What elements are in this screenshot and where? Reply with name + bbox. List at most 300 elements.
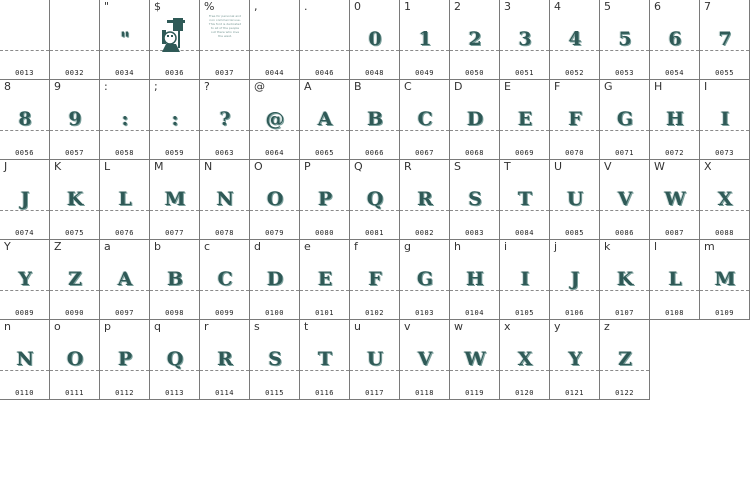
glyph-code: 0048: [365, 69, 384, 77]
glyph-cell: [200, 80, 250, 160]
baseline-guide: [600, 210, 649, 211]
glyph-cell: [0, 160, 50, 240]
baseline-guide: [600, 50, 649, 51]
glyph-key-char: @: [254, 80, 265, 93]
glyph-sample: S: [468, 188, 481, 210]
glyph-key-char: r: [204, 320, 209, 333]
glyph-sample: S: [268, 348, 281, 370]
glyph-key-char: 4: [554, 0, 561, 13]
glyph-code: 0036: [165, 69, 184, 77]
glyph-key-char: Q: [354, 160, 363, 173]
glyph-key-char: L: [104, 160, 111, 173]
glyph-code: 0098: [165, 309, 184, 317]
glyph-code: 0107: [615, 309, 634, 317]
glyph-code: 0013: [15, 69, 34, 77]
glyph-key-char: E: [504, 80, 511, 93]
glyph-sample: X: [717, 188, 732, 210]
glyph-key-char: 8: [4, 80, 11, 93]
glyph-cell: [400, 160, 450, 240]
glyph-key-char: $: [154, 0, 161, 13]
glyph-code: 0034: [115, 69, 134, 77]
baseline-guide: [500, 210, 549, 211]
glyph-sample: I: [720, 108, 729, 130]
glyph-key-char: z: [604, 320, 610, 333]
glyph-key-char: x: [504, 320, 511, 333]
baseline-guide: [450, 50, 499, 51]
glyph-code: 0110: [15, 389, 34, 397]
glyph-sample: Z: [68, 268, 81, 290]
glyph-code: 0069: [515, 149, 534, 157]
glyph-code: 0058: [115, 149, 134, 157]
glyph-cell: [50, 80, 100, 160]
baseline-guide: [250, 130, 299, 131]
baseline-guide: [350, 210, 399, 211]
glyph-sample: F: [568, 108, 581, 130]
glyph-cell: [450, 160, 500, 240]
baseline-guide: [300, 210, 349, 211]
glyph-sample: 5: [618, 28, 631, 50]
glyph-cell: [450, 80, 500, 160]
glyph-cell: [600, 80, 650, 160]
glyph-code: 0064: [265, 149, 284, 157]
glyph-sample: 8: [18, 108, 31, 130]
glyph-sample: R: [217, 348, 232, 370]
glyph-code: 0070: [565, 149, 584, 157]
glyph-sample: H: [466, 268, 483, 290]
glyph-code: 0076: [115, 229, 134, 237]
glyph-cell: [500, 80, 550, 160]
glyph-key-char: e: [304, 240, 311, 253]
glyph-code: 0118: [415, 389, 434, 397]
baseline-guide: [650, 210, 699, 211]
cowboy-portrait-icon: [158, 18, 192, 52]
glyph-cell: [0, 320, 50, 400]
glyph-sample: O: [266, 188, 283, 210]
baseline-guide: [500, 130, 549, 131]
glyph-sample: N: [216, 188, 233, 210]
glyph-code: 0052: [565, 69, 584, 77]
baseline-guide: [150, 130, 199, 131]
glyph-code: 0103: [415, 309, 434, 317]
glyph-sample: Y: [18, 268, 31, 290]
glyph-sample: Y: [568, 348, 581, 370]
glyph-code: 0113: [165, 389, 184, 397]
glyph-key-char: k: [604, 240, 611, 253]
baseline-guide: [650, 290, 699, 291]
glyph-key-char: %: [204, 0, 215, 13]
glyph-key-char: h: [454, 240, 461, 253]
glyph-key-char: S: [454, 160, 461, 173]
glyph-code: 0097: [115, 309, 134, 317]
glyph-key-char: W: [654, 160, 665, 173]
glyph-key-char: s: [254, 320, 260, 333]
glyph-sample: 1: [418, 28, 431, 50]
glyph-sample: A: [117, 268, 132, 290]
glyph-cell: [50, 0, 100, 80]
glyph-code: 0109: [715, 309, 734, 317]
baseline-guide: [50, 50, 99, 51]
glyph-sample: 0: [368, 28, 381, 50]
baseline-guide: [100, 50, 149, 51]
glyph-code: 0106: [565, 309, 584, 317]
glyph-key-char: 5: [604, 0, 611, 13]
glyph-code: 0115: [265, 389, 284, 397]
glyph-sample: 4: [568, 28, 581, 50]
glyph-key-char: u: [354, 320, 361, 333]
glyph-code: 0065: [315, 149, 334, 157]
glyph-key-char: Z: [54, 240, 62, 253]
glyph-cell: [200, 240, 250, 320]
glyph-cell: [50, 240, 100, 320]
glyph-cell: [250, 160, 300, 240]
glyph-code: 0087: [665, 229, 684, 237]
glyph-key-char: l: [654, 240, 658, 253]
glyph-cell: [550, 160, 600, 240]
glyph-cell: [150, 240, 200, 320]
glyph-key-char: :: [104, 80, 108, 93]
glyph-cell: [100, 0, 150, 80]
baseline-guide: [200, 210, 249, 211]
glyph-sample: T: [317, 348, 332, 370]
glyph-code: 0054: [665, 69, 684, 77]
baseline-guide: [300, 290, 349, 291]
glyph-code: 0114: [215, 389, 234, 397]
glyph-code: 0108: [665, 309, 684, 317]
glyph-cell: [550, 80, 600, 160]
glyph-key-char: j: [554, 240, 558, 253]
baseline-guide: [200, 290, 249, 291]
glyph-code: 0063: [215, 149, 234, 157]
glyph-sample: H: [666, 108, 683, 130]
glyph-sample: K: [66, 188, 83, 210]
glyph-key-char: V: [604, 160, 612, 173]
glyph-sample: E: [517, 108, 532, 130]
glyph-key-char: 9: [54, 80, 61, 93]
glyph-key-char: H: [654, 80, 663, 93]
baseline-guide: [600, 370, 649, 371]
glyph-sample: O: [66, 348, 83, 370]
glyph-key-char: A: [304, 80, 312, 93]
baseline-guide: [250, 370, 299, 371]
baseline-guide: [0, 210, 49, 211]
baseline-guide: [450, 290, 499, 291]
baseline-guide: [450, 130, 499, 131]
glyph-key-char: O: [254, 160, 263, 173]
glyph-cell: [550, 320, 600, 400]
glyph-code: 0066: [365, 149, 384, 157]
glyph-sample: B: [166, 268, 183, 290]
glyph-code: 0078: [215, 229, 234, 237]
glyph-sample: C: [217, 268, 232, 290]
glyph-code: 0105: [515, 309, 534, 317]
glyph-sample: M: [714, 268, 735, 290]
glyph-code: 0085: [565, 229, 584, 237]
glyph-code: 0072: [665, 149, 684, 157]
glyph-code: 0104: [465, 309, 484, 317]
baseline-guide: [50, 210, 99, 211]
glyph-cell: [300, 320, 350, 400]
glyph-sample: :: [121, 108, 128, 130]
baseline-guide: [200, 370, 249, 371]
baseline-guide: [250, 50, 299, 51]
glyph-sample: G: [616, 108, 633, 130]
baseline-guide: [450, 210, 499, 211]
glyph-sample: L: [118, 188, 131, 210]
glyph-code: 0081: [365, 229, 384, 237]
glyph-cell: [150, 80, 200, 160]
glyph-code: 0073: [715, 149, 734, 157]
baseline-guide: [300, 130, 349, 131]
baseline-guide: [300, 370, 349, 371]
baseline-guide: [550, 50, 599, 51]
glyph-code: 0121: [565, 389, 584, 397]
glyph-key-char: F: [554, 80, 561, 93]
glyph-key-char: c: [204, 240, 211, 253]
glyph-cell: [600, 160, 650, 240]
glyph-sample: ": [120, 28, 129, 50]
font-notice-text: Free for personal and non commercial use. This font is dedicated to all of the people out there who love the west.: [208, 14, 242, 38]
glyph-sample: 6: [668, 28, 681, 50]
glyph-sample: K: [616, 268, 633, 290]
baseline-guide: [500, 50, 549, 51]
glyph-cell: [600, 320, 650, 400]
glyph-code: 0056: [15, 149, 34, 157]
glyph-sample: ?: [219, 108, 230, 130]
glyph-sample: 3: [518, 28, 531, 50]
glyph-sample: I: [520, 268, 529, 290]
glyph-code: 0084: [515, 229, 534, 237]
glyph-code: 0083: [465, 229, 484, 237]
baseline-guide: [0, 130, 49, 131]
glyph-sample: 7: [718, 28, 731, 50]
glyph-sample: J: [20, 188, 29, 210]
glyph-cell: [350, 0, 400, 80]
baseline-guide: [350, 130, 399, 131]
glyph-cell: [100, 320, 150, 400]
glyph-sample: Q: [166, 348, 183, 370]
glyph-cell: [700, 80, 750, 160]
baseline-guide: [350, 50, 399, 51]
glyph-key-char: 0: [354, 0, 361, 13]
glyph-key-char: o: [54, 320, 61, 333]
glyph-key-char: ?: [204, 80, 210, 93]
glyph-key-char: M: [154, 160, 164, 173]
glyph-code: 0101: [315, 309, 334, 317]
baseline-guide: [200, 130, 249, 131]
glyph-sample: W: [664, 188, 685, 210]
baseline-guide: [400, 370, 449, 371]
baseline-guide: [400, 210, 449, 211]
glyph-cell: [500, 160, 550, 240]
glyph-cell: [0, 80, 50, 160]
glyph-key-char: K: [54, 160, 62, 173]
baseline-guide: [50, 290, 99, 291]
glyph-cell: [650, 0, 700, 80]
glyph-key-char: J: [4, 160, 8, 173]
glyph-sample: U: [366, 348, 383, 370]
glyph-cell: [700, 160, 750, 240]
glyph-sample: E: [317, 268, 332, 290]
glyph-cell: [650, 80, 700, 160]
baseline-guide: [700, 290, 749, 291]
glyph-key-char: ": [104, 0, 110, 13]
glyph-code: 0075: [65, 229, 84, 237]
baseline-guide: [650, 50, 699, 51]
glyph-key-char: d: [254, 240, 261, 253]
glyph-key-char: p: [104, 320, 111, 333]
glyph-code: 0077: [165, 229, 184, 237]
glyph-code: 0122: [615, 389, 634, 397]
glyph-cell: [200, 320, 250, 400]
glyph-code: 0057: [65, 149, 84, 157]
glyph-code: 0044: [265, 69, 284, 77]
baseline-guide: [550, 130, 599, 131]
baseline-guide: [250, 210, 299, 211]
glyph-cell: [100, 240, 150, 320]
glyph-cell: [600, 0, 650, 80]
glyph-code: 0099: [215, 309, 234, 317]
baseline-guide: [200, 50, 249, 51]
baseline-guide: [150, 210, 199, 211]
glyph-sample: U: [566, 188, 583, 210]
glyph-key-char: 2: [454, 0, 461, 13]
glyph-cell: [0, 0, 50, 80]
glyph-code: 0086: [615, 229, 634, 237]
glyph-key-char: P: [304, 160, 311, 173]
glyph-cell: [500, 240, 550, 320]
glyph-cell: [650, 240, 700, 320]
glyph-sample: L: [668, 268, 681, 290]
glyph-cell: [300, 80, 350, 160]
glyph-sample: N: [16, 348, 33, 370]
glyph-code: 0082: [415, 229, 434, 237]
baseline-guide: [650, 130, 699, 131]
glyph-cell: [550, 240, 600, 320]
baseline-guide: [100, 370, 149, 371]
glyph-cell: [650, 160, 700, 240]
glyph-key-char: a: [104, 240, 111, 253]
baseline-guide: [700, 50, 749, 51]
glyph-cell: [450, 320, 500, 400]
glyph-code: 0111: [65, 389, 84, 397]
glyph-cell: [400, 0, 450, 80]
glyph-sample: V: [617, 188, 632, 210]
glyph-cell: [500, 320, 550, 400]
glyph-code: 0071: [615, 149, 634, 157]
glyph-cell: [350, 160, 400, 240]
glyph-code: 0079: [265, 229, 284, 237]
glyph-key-char: b: [154, 240, 161, 253]
glyph-cell: [250, 0, 300, 80]
baseline-guide: [50, 130, 99, 131]
glyph-code: 0053: [615, 69, 634, 77]
baseline-guide: [150, 290, 199, 291]
glyph-cell: [500, 0, 550, 80]
baseline-guide: [350, 290, 399, 291]
glyph-code: 0037: [215, 69, 234, 77]
glyph-cell: [250, 240, 300, 320]
glyph-key-char: T: [504, 160, 511, 173]
baseline-guide: [550, 290, 599, 291]
glyph-code: 0051: [515, 69, 534, 77]
glyph-sample: P: [317, 188, 332, 210]
glyph-key-char: w: [454, 320, 463, 333]
glyph-sample: B: [366, 108, 383, 130]
glyph-code: 0068: [465, 149, 484, 157]
glyph-cell: [700, 240, 750, 320]
baseline-guide: [300, 50, 349, 51]
glyph-code: 0112: [115, 389, 134, 397]
baseline-guide: [600, 130, 649, 131]
glyph-sample: 9: [68, 108, 81, 130]
glyph-code: 0050: [465, 69, 484, 77]
glyph-sample: Z: [618, 348, 631, 370]
baseline-guide: [550, 210, 599, 211]
glyph-key-char: U: [554, 160, 563, 173]
glyph-key-char: t: [304, 320, 309, 333]
baseline-guide: [250, 290, 299, 291]
baseline-guide: [600, 290, 649, 291]
glyph-cell: [100, 160, 150, 240]
glyph-code: 0090: [65, 309, 84, 317]
glyph-sample: G: [416, 268, 433, 290]
glyph-cell: [150, 160, 200, 240]
glyph-cell: [400, 240, 450, 320]
glyph-key-char: I: [704, 80, 708, 93]
glyph-cell: [300, 160, 350, 240]
baseline-guide: [0, 290, 49, 291]
glyph-code: 0117: [365, 389, 384, 397]
glyph-key-char: B: [354, 80, 362, 93]
glyph-cell: [50, 320, 100, 400]
glyph-code: 0080: [315, 229, 334, 237]
glyph-key-char: v: [404, 320, 411, 333]
glyph-cell: [250, 320, 300, 400]
glyph-sample: P: [117, 348, 132, 370]
glyph-cell: [150, 320, 200, 400]
glyph-code: 0049: [415, 69, 434, 77]
baseline-guide: [100, 130, 149, 131]
glyph-key-char: f: [354, 240, 358, 253]
glyph-code: 0119: [465, 389, 484, 397]
glyph-sample: M: [164, 188, 185, 210]
glyph-key-char: 1: [404, 0, 411, 13]
glyph-cell: [350, 80, 400, 160]
glyph-key-char: i: [504, 240, 508, 253]
glyph-key-char: g: [404, 240, 411, 253]
glyph-key-char: G: [604, 80, 613, 93]
baseline-guide: [0, 50, 49, 51]
glyph-key-char: n: [4, 320, 11, 333]
glyph-cell: [150, 0, 200, 80]
glyph-cell: [200, 0, 250, 80]
glyph-key-char: 7: [704, 0, 711, 13]
baseline-guide: [350, 370, 399, 371]
glyph-key-char: Y: [4, 240, 11, 253]
baseline-guide: [100, 290, 149, 291]
glyph-code: 0067: [415, 149, 434, 157]
baseline-guide: [100, 210, 149, 211]
baseline-guide: [700, 130, 749, 131]
glyph-cell: [450, 240, 500, 320]
glyph-sample: @: [265, 108, 284, 130]
glyph-cell: [400, 320, 450, 400]
glyph-code: 0074: [15, 229, 34, 237]
glyph-code: 0102: [365, 309, 384, 317]
glyph-cell: [0, 240, 50, 320]
glyph-cell: [100, 80, 150, 160]
glyph-sample: J: [570, 268, 579, 290]
